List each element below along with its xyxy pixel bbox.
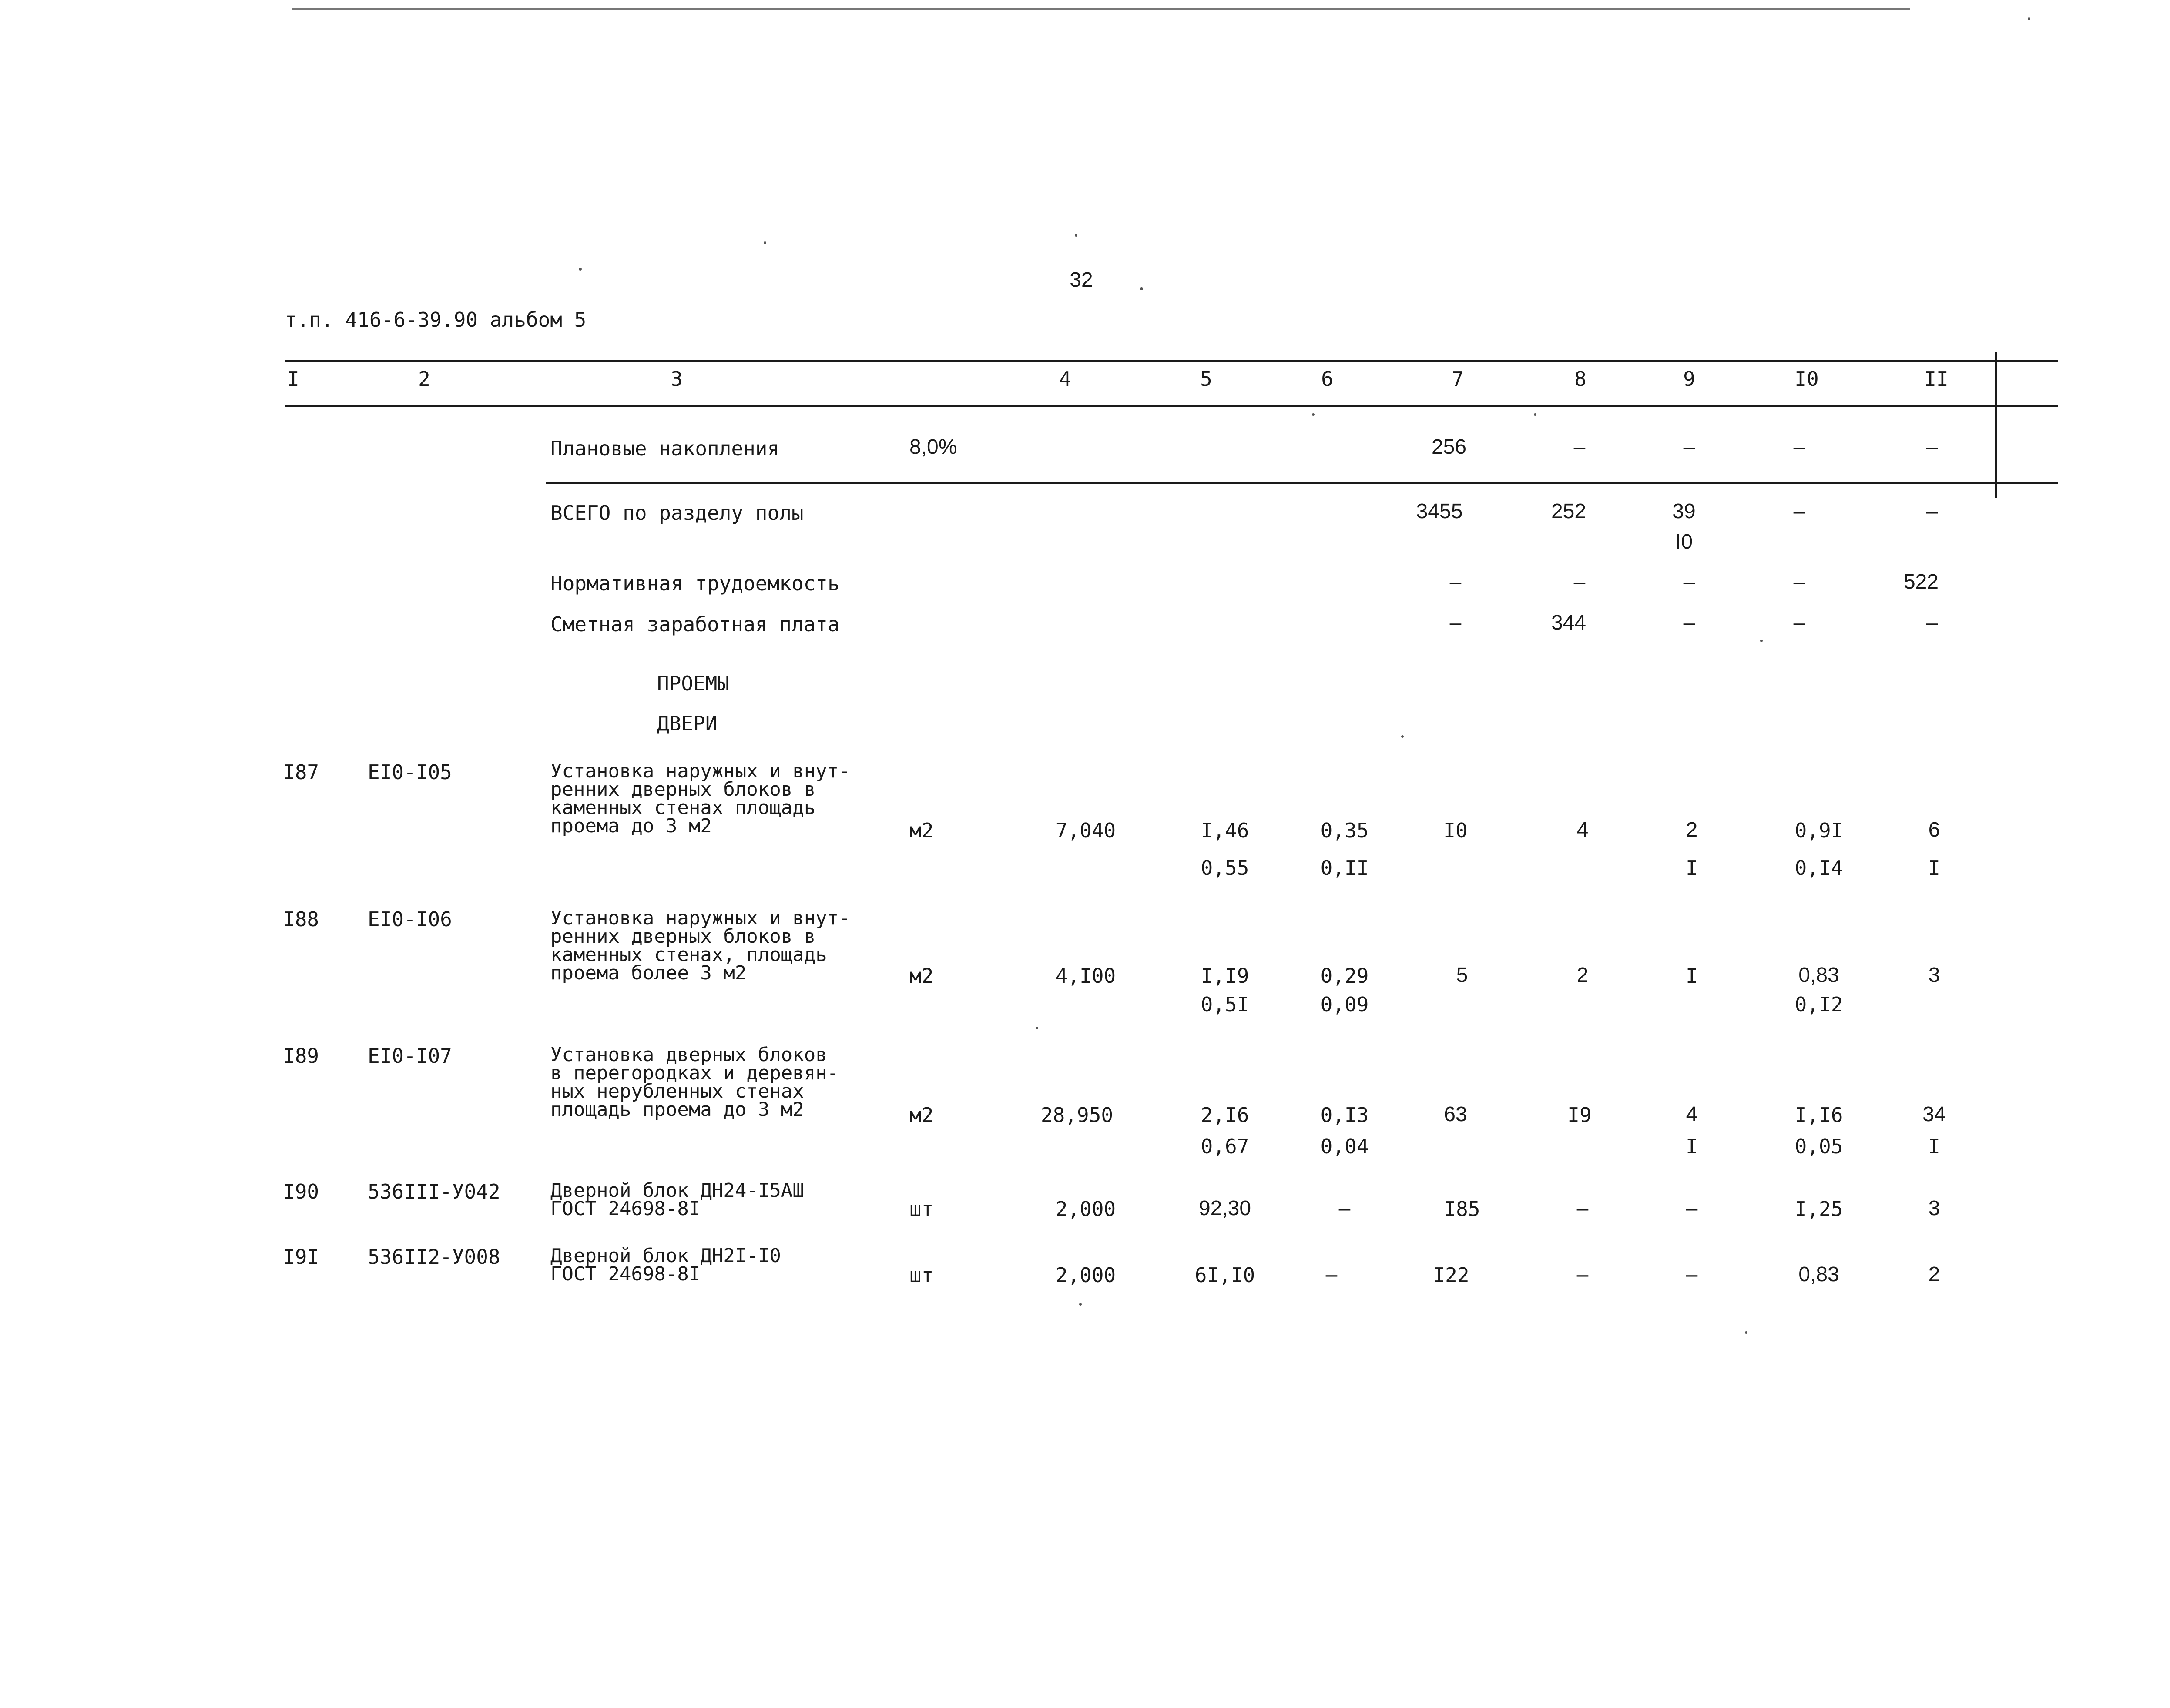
subsection-title: ДВЕРИ	[657, 712, 718, 735]
item-col8: 2	[1576, 964, 1589, 987]
item-col5-a: 2,I6	[1201, 1103, 1249, 1127]
col-header-2: 2	[418, 367, 430, 391]
item-col11-a: 6	[1928, 818, 1940, 841]
section-title: ПРОЕМЫ	[657, 672, 730, 695]
item-col9-b: I	[1686, 856, 1698, 880]
item-col7: 63	[1444, 1103, 1467, 1126]
top-edge-rule	[292, 8, 1910, 10]
item-unit: м2	[909, 964, 934, 988]
item-col9-a: 2	[1686, 818, 1698, 841]
item-quantity: 28,950	[1040, 1103, 1114, 1127]
planned-col7: 256	[1431, 435, 1467, 459]
scan-speck	[1079, 1303, 1082, 1306]
item-unit: шт	[909, 1263, 934, 1287]
item-unit: м2	[909, 819, 934, 842]
scan-speck	[1534, 413, 1536, 416]
item-col10-a: 0,83	[1798, 1263, 1839, 1286]
total-col8: 252	[1551, 500, 1586, 523]
wage-col8: 344	[1551, 611, 1586, 634]
total-col9-line1: 39	[1672, 500, 1696, 523]
item-description: Установка наружных и внут- ренних дверных блоков в каменных стенах, площадь проема более 3 м2	[550, 907, 850, 984]
item-col11-b: I	[1928, 1135, 1940, 1158]
planned-col11: –	[1926, 435, 1938, 459]
scan-speck	[1401, 735, 1404, 738]
item-col11-a: 2	[1928, 1263, 1940, 1286]
item-col5-b: 0,55	[1201, 856, 1249, 880]
wage-col10: –	[1793, 611, 1805, 634]
item-col9-a: I	[1686, 964, 1698, 988]
item-col6-b: 0,04	[1320, 1135, 1369, 1158]
subtotal-rule	[546, 482, 2058, 484]
item-col11-b: I	[1928, 856, 1940, 880]
col-header-7: 7	[1452, 367, 1464, 391]
item-number: I87	[283, 760, 319, 784]
scan-speck	[1036, 1027, 1038, 1029]
scan-speck	[764, 241, 766, 244]
item-code: EI0-I05	[368, 760, 452, 784]
labor-col10: –	[1793, 570, 1805, 593]
col-header-1: I	[287, 367, 299, 391]
item-col6-a: 0,35	[1320, 819, 1369, 842]
item-col6-a: 0,I3	[1320, 1103, 1369, 1127]
item-col5-b: 0,5I	[1201, 993, 1249, 1016]
scan-speck	[1075, 234, 1077, 237]
col-header-10: I0	[1794, 367, 1819, 391]
header-top-rule	[285, 360, 2058, 362]
item-col8: –	[1576, 1197, 1589, 1220]
wage-col7: –	[1449, 611, 1462, 634]
item-quantity: 2,000	[1055, 1263, 1116, 1287]
header-bottom-rule	[285, 405, 2058, 407]
item-quantity: 4,I00	[1055, 964, 1116, 988]
page-number: 32	[1070, 268, 1093, 291]
item-col10-b: 0,05	[1794, 1135, 1843, 1158]
item-col7: I22	[1433, 1263, 1469, 1287]
item-col10-a: I,I6	[1794, 1103, 1843, 1127]
scan-speck	[1312, 413, 1315, 416]
scan-speck	[1760, 640, 1763, 642]
scan-speck	[579, 268, 582, 271]
item-number: I9I	[283, 1245, 319, 1269]
item-col9-b: I	[1686, 1135, 1698, 1158]
total-col10: –	[1793, 500, 1805, 523]
labor-col9: –	[1683, 570, 1695, 593]
item-code: EI0-I07	[368, 1044, 452, 1068]
total-label: ВСЕГО по разделу полы	[550, 501, 804, 525]
col-header-8: 8	[1574, 367, 1586, 391]
item-col8: –	[1576, 1263, 1589, 1286]
item-col6-a: 0,29	[1320, 964, 1369, 988]
item-col9-a: 4	[1686, 1103, 1698, 1126]
col-header-9: 9	[1683, 367, 1695, 391]
scan-speck	[1140, 287, 1143, 290]
item-col5-a: I,I9	[1201, 964, 1249, 988]
item-description: Установка дверных блоков в перегородках и деревян- ных нерубленных стенах площадь проема до 3 м2	[550, 1044, 839, 1121]
planned-col9: –	[1683, 435, 1695, 459]
item-description: Дверной блок ДН24-I5АШ ГОСТ 24698-8I	[550, 1179, 804, 1220]
col-header-11: II	[1924, 367, 1949, 391]
wage-col9: –	[1683, 611, 1695, 634]
item-col9-a: –	[1686, 1263, 1698, 1286]
item-col6-b: 0,II	[1320, 856, 1369, 880]
document-reference: т.п. 416-6-39.90 альбом 5	[285, 308, 587, 332]
labor-col11: 522	[1903, 570, 1939, 593]
planned-percent: 8,0%	[909, 435, 957, 459]
item-col7: I85	[1444, 1197, 1480, 1221]
item-quantity: 7,040	[1055, 819, 1116, 842]
item-description: Дверной блок ДН2I-I0 ГОСТ 24698-8I	[550, 1245, 781, 1285]
wage-label: Сметная заработная плата	[550, 613, 840, 636]
wage-col11: –	[1926, 611, 1938, 634]
item-col5-b: 0,67	[1201, 1135, 1249, 1158]
item-unit: м2	[909, 1103, 934, 1127]
col-header-6: 6	[1321, 367, 1333, 391]
item-col5-a: I,46	[1201, 819, 1249, 842]
labor-col7: –	[1449, 570, 1462, 593]
item-code: 536III-У042	[368, 1180, 500, 1203]
item-col7: 5	[1456, 964, 1468, 987]
col-header-5: 5	[1200, 367, 1212, 391]
item-col8: 4	[1576, 818, 1589, 841]
labor-label: Нормативная трудоемкость	[550, 572, 840, 595]
item-code: EI0-I06	[368, 908, 452, 931]
planned-col8: –	[1573, 435, 1586, 459]
item-col6-a: –	[1338, 1197, 1351, 1220]
item-col5-a: 6I,I0	[1194, 1263, 1255, 1287]
right-table-border	[1995, 352, 1997, 498]
item-col11-a: 34	[1922, 1103, 1946, 1126]
item-unit: шт	[909, 1197, 934, 1221]
item-col7: I0	[1443, 819, 1468, 842]
col-header-4: 4	[1059, 367, 1071, 391]
item-col11-a: 3	[1928, 964, 1940, 987]
planned-col10: –	[1793, 435, 1805, 459]
item-number: I88	[283, 908, 319, 931]
labor-col8: –	[1573, 570, 1586, 593]
scan-speck	[1745, 1331, 1747, 1334]
item-col11-a: 3	[1928, 1197, 1940, 1220]
item-number: I90	[283, 1180, 319, 1203]
item-code: 536II2-У008	[368, 1245, 500, 1269]
item-col10-b: 0,I4	[1794, 856, 1843, 880]
item-description: Установка наружных и внут- ренних дверных блоков в каменных стенах площадь проема до 3 м2	[550, 760, 850, 837]
col-header-3: 3	[671, 367, 683, 391]
item-col10-a: 0,9I	[1794, 819, 1843, 842]
item-quantity: 2,000	[1055, 1197, 1116, 1221]
total-col7: 3455	[1416, 500, 1463, 523]
item-number: I89	[283, 1044, 319, 1068]
planned-label: Плановые накопления	[550, 437, 780, 460]
item-col10-a: 0,83	[1798, 964, 1839, 987]
item-col6-b: 0,09	[1320, 993, 1369, 1016]
item-col9-a: –	[1686, 1197, 1698, 1220]
item-col10-a: I,25	[1794, 1197, 1843, 1221]
total-col9-line2: I0	[1675, 530, 1693, 553]
total-col11: –	[1926, 500, 1938, 523]
item-col5-a: 92,30	[1198, 1197, 1251, 1220]
scan-speck	[2028, 17, 2030, 20]
item-col10-b: 0,I2	[1794, 993, 1843, 1016]
item-col8: I9	[1567, 1103, 1592, 1127]
item-col6-a: –	[1325, 1263, 1338, 1286]
